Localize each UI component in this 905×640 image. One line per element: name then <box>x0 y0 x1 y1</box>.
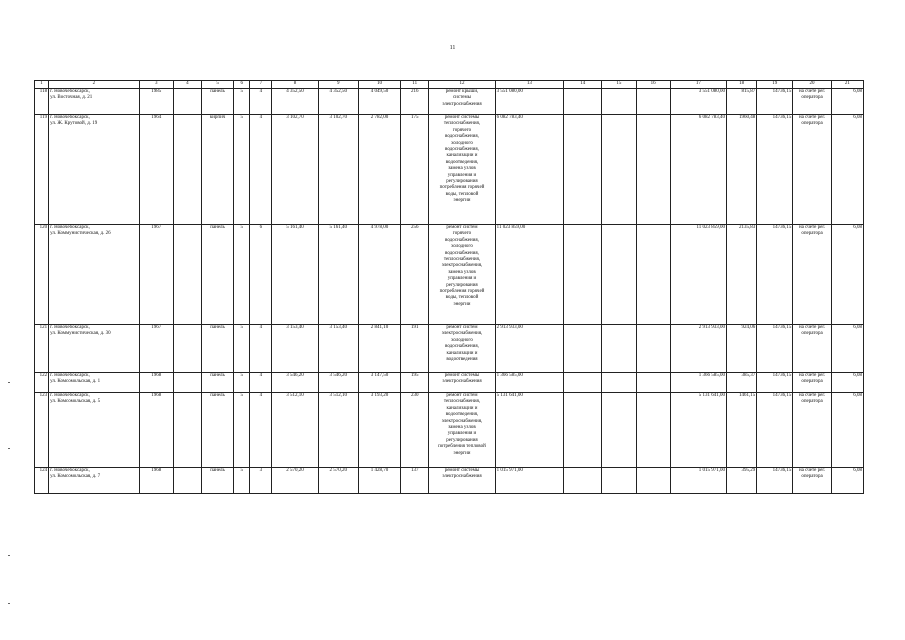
works-cell <box>429 89 495 115</box>
area-total-cell: 2 570,20 <box>272 468 318 494</box>
col20-cell <box>793 325 831 373</box>
col14-cell <box>564 393 602 468</box>
col18-cell: 924,06 <box>727 325 757 373</box>
column-number-1: 1 <box>35 81 49 89</box>
col17-cell: 11 023 859,00 <box>670 225 726 325</box>
col20-cell-line: оператора <box>801 379 823 385</box>
works-cell-line: регулирования <box>446 282 478 288</box>
works-cell-line: регулирования <box>446 179 478 185</box>
column-number-11: 11 <box>401 81 429 89</box>
area-res-cell: 3 147,50 <box>358 373 400 393</box>
works-cell-line: холодного <box>451 244 473 250</box>
works-cell-line: воды, тепловой <box>445 191 479 197</box>
residents-cell: 191 <box>401 325 429 373</box>
col21-cell: 6,08 <box>831 393 863 468</box>
col21-cell: 6,08 <box>831 373 863 393</box>
col14-cell <box>564 89 602 115</box>
col17-cell: 6 082 783,40 <box>670 115 726 225</box>
works-cell-line: канализации и <box>446 405 478 411</box>
floors-cell: 5 <box>234 468 250 494</box>
address-cell <box>49 225 140 325</box>
works-cell-line: электроснабжения, <box>441 418 483 424</box>
works-cell-line: горячего <box>452 231 472 237</box>
residents-cell: 175 <box>401 115 429 225</box>
table-row <box>35 373 864 393</box>
works-cell-line: водоснабжения, <box>445 237 479 243</box>
area-living-cell: 4 352,50 <box>318 89 358 115</box>
residents-cell: 195 <box>401 373 429 393</box>
col17-cell: 5 131 641,00 <box>670 393 726 468</box>
col20-cell-line: оператора <box>801 231 823 237</box>
col19-cell: 14736,15 <box>757 225 793 325</box>
col15-cell <box>602 468 636 494</box>
col4-cell <box>173 373 201 393</box>
works-cell-line: замена узлов <box>448 166 476 172</box>
col14-cell <box>564 115 602 225</box>
col21-cell: 6,08 <box>831 325 863 373</box>
address-cell-line: ул. Комсомольская, д. 1 <box>50 379 101 385</box>
column-number-9: 9 <box>318 81 358 89</box>
col16-cell <box>636 468 670 494</box>
works-cell-line: ремонт системы <box>444 468 480 473</box>
address-cell-line: ул. Ж. Крутовой, д. 19 <box>50 121 98 127</box>
col18-cell: 815,87 <box>727 89 757 115</box>
col20-cell-line: оператора <box>801 121 823 127</box>
column-number-13: 13 <box>495 81 563 89</box>
margin-mark <box>8 448 10 449</box>
col21-cell: 6,08 <box>831 89 863 115</box>
column-number-4: 4 <box>173 81 201 89</box>
works-cell-line: замена узлов <box>448 269 476 275</box>
material-cell: панель <box>201 325 233 373</box>
area-living-cell: 2 570,20 <box>318 468 358 494</box>
col16-cell <box>636 115 670 225</box>
entrances-cell: 6 <box>250 225 272 325</box>
row-number: 123 <box>35 393 49 468</box>
address-cell <box>49 89 140 115</box>
address-cell-line: г. Новочебоксарск, <box>50 115 90 120</box>
column-number-3: 3 <box>139 81 173 89</box>
table-row <box>35 115 864 225</box>
col4-cell <box>173 393 201 468</box>
address-cell-line: г. Новочебоксарск, <box>50 373 90 378</box>
works-cell-line: водоснабжения, <box>445 250 479 256</box>
area-res-cell: 2 782,00 <box>358 115 400 225</box>
residents-cell: 256 <box>401 225 429 325</box>
works-cell-line: водоотведения, <box>445 412 479 418</box>
area-res-cell: 4 049,50 <box>358 89 400 115</box>
works-cell-line: энергии <box>453 198 471 204</box>
works-cell-line: управления и <box>447 172 477 178</box>
col20-cell-line: оператора <box>801 95 823 101</box>
col19-cell: 14736,15 <box>757 89 793 115</box>
col21-cell: 6,08 <box>831 468 863 494</box>
col4-cell <box>173 468 201 494</box>
works-cell <box>429 325 495 373</box>
table-row <box>35 325 864 373</box>
col15-cell <box>602 373 636 393</box>
works-cell-line: канализации и <box>446 153 478 159</box>
table-row <box>35 393 864 468</box>
works-cell-line: теплоснабжения, <box>443 121 481 127</box>
address-cell-line: г. Новочебоксарск, <box>50 393 90 398</box>
residents-cell: 137 <box>401 468 429 494</box>
works-cell-line: управления и <box>447 276 477 282</box>
works-cell-line: управления и <box>447 431 477 437</box>
col16-cell <box>636 225 670 325</box>
works-cell-line: водоснабжения, <box>445 147 479 153</box>
column-number-18: 18 <box>727 81 757 89</box>
cost-cell: 5 131 641,00 <box>495 393 563 468</box>
year-cell: 1968 <box>139 373 173 393</box>
col4-cell <box>173 89 201 115</box>
works-cell-line: канализации и <box>446 350 478 356</box>
works-cell-line: системы <box>452 95 471 101</box>
entrances-cell: 4 <box>250 115 272 225</box>
year-cell: 1968 <box>139 393 173 468</box>
cost-cell: 3 551 080,00 <box>495 89 563 115</box>
works-cell-line: ремонт систем <box>446 325 478 330</box>
residents-cell: 216 <box>401 89 429 115</box>
page-number: 11 <box>449 45 456 51</box>
address-cell-line: г. Новочебоксарск, <box>50 325 90 330</box>
works-cell <box>429 373 495 393</box>
works-cell-line: электроснабжения <box>442 379 482 385</box>
floors-cell: 5 <box>234 325 250 373</box>
material-cell: панель <box>201 89 233 115</box>
year-cell: 1968 <box>139 468 173 494</box>
col20-cell-line: на счете рег. <box>798 89 826 94</box>
works-cell <box>429 468 495 494</box>
works-cell-line: электроснабжения <box>442 474 482 480</box>
col20-cell-line: на счете рег. <box>798 468 826 473</box>
col20-cell <box>793 115 831 225</box>
margin-mark <box>8 382 10 383</box>
cost-cell: 1 015 971,00 <box>495 468 563 494</box>
cost-cell: 1 366 585,00 <box>495 373 563 393</box>
works-cell-line: водоотведения, <box>445 159 479 165</box>
cost-cell: 6 082 783,40 <box>495 115 563 225</box>
address-cell-line: ул. Восточная, д. 21 <box>50 95 93 101</box>
works-cell-line: электроснабжения <box>442 101 482 107</box>
entrances-cell: 4 <box>250 325 272 373</box>
area-living-cell: 5 161,40 <box>318 225 358 325</box>
col20-cell-line: на счете рег. <box>798 325 826 330</box>
col20-cell <box>793 225 831 325</box>
col19-cell: 14736,15 <box>757 115 793 225</box>
column-number-14: 14 <box>564 81 602 89</box>
works-cell <box>429 115 495 225</box>
table-row <box>35 468 864 494</box>
works-cell-line: замена узлов <box>448 425 476 431</box>
works-cell-line: электроснабжения, <box>441 331 483 337</box>
address-cell <box>49 115 140 225</box>
address-cell <box>49 468 140 494</box>
works-cell-line: холодного <box>451 140 473 146</box>
col19-cell: 14736,15 <box>757 325 793 373</box>
col21-cell: 6,08 <box>831 115 863 225</box>
col15-cell <box>602 115 636 225</box>
column-number-10: 10 <box>358 81 400 89</box>
year-cell: 1985 <box>139 89 173 115</box>
works-cell-line: теплоснабжения, <box>443 399 481 405</box>
col17-cell: 3 551 080,00 <box>670 89 726 115</box>
works-cell-line: потребления горячей <box>439 185 485 191</box>
col15-cell <box>602 225 636 325</box>
area-res-cell: 2 841,10 <box>358 325 400 373</box>
material-cell: кирпич <box>201 115 233 225</box>
column-number-16: 16 <box>636 81 670 89</box>
works-cell-line: холодного <box>451 337 473 343</box>
column-number-12: 12 <box>429 81 495 89</box>
works-cell-line: ремонт крыши, <box>445 89 479 94</box>
col20-cell <box>793 468 831 494</box>
col20-cell <box>793 393 831 468</box>
column-number-15: 15 <box>602 81 636 89</box>
material-cell: панель <box>201 225 233 325</box>
col18-cell: 1461,15 <box>727 393 757 468</box>
area-total-cell: 3 512,10 <box>272 393 318 468</box>
col19-cell: 14736,15 <box>757 468 793 494</box>
column-number-5: 5 <box>201 81 233 89</box>
cost-cell: 11 023 859,00 <box>495 225 563 325</box>
area-total-cell: 3 153,40 <box>272 325 318 373</box>
floors-cell: 5 <box>234 393 250 468</box>
margin-mark <box>8 555 10 556</box>
address-cell-line: ул. Комсомольская, д. 5 <box>50 399 101 405</box>
area-total-cell: 5 161,40 <box>272 225 318 325</box>
row-number: 124 <box>35 468 49 494</box>
col19-cell: 14736,15 <box>757 373 793 393</box>
entrances-cell: 4 <box>250 393 272 468</box>
entrances-cell: 4 <box>250 373 272 393</box>
col20-cell-line: на счете рег. <box>798 373 826 378</box>
row-number: 119 <box>35 115 49 225</box>
address-cell-line: г. Новочебоксарск, <box>50 225 90 230</box>
col20-cell <box>793 373 831 393</box>
col20-cell-line: на счете рег. <box>798 115 826 120</box>
floors-cell: 5 <box>234 225 250 325</box>
address-cell-line: г. Новочебоксарск, <box>50 468 90 473</box>
col21-cell: 6,08 <box>831 225 863 325</box>
col4-cell <box>173 225 201 325</box>
col18-cell: 395,29 <box>727 468 757 494</box>
year-cell: 1967 <box>139 325 173 373</box>
col15-cell <box>602 393 636 468</box>
column-number-20: 20 <box>793 81 831 89</box>
area-total-cell: 3 546,20 <box>272 373 318 393</box>
table-row <box>35 89 864 115</box>
area-living-cell: 3 546,20 <box>318 373 358 393</box>
col18-cell: 1960,48 <box>727 115 757 225</box>
entrances-cell: 3 <box>250 468 272 494</box>
works-cell-line: воды, тепловой <box>445 295 479 301</box>
column-number-17: 17 <box>670 81 726 89</box>
works-cell-line: энергии <box>453 450 471 456</box>
col14-cell <box>564 325 602 373</box>
column-number-2: 2 <box>49 81 140 89</box>
col16-cell <box>636 373 670 393</box>
works-cell-line: электроснабжения, <box>441 263 483 269</box>
col16-cell <box>636 325 670 373</box>
works-cell-line: ремонт системы <box>444 373 480 378</box>
row-number: 120 <box>35 225 49 325</box>
works-cell <box>429 393 495 468</box>
material-cell: панель <box>201 393 233 468</box>
area-total-cell: 3 102,70 <box>272 115 318 225</box>
col17-cell: 1 015 971,00 <box>670 468 726 494</box>
area-living-cell: 3 512,10 <box>318 393 358 468</box>
floors-cell: 5 <box>234 373 250 393</box>
col20-cell-line: оператора <box>801 331 823 337</box>
works-cell-line: потребления горячей <box>439 289 485 295</box>
col16-cell <box>636 89 670 115</box>
margin-mark <box>8 603 10 604</box>
col14-cell <box>564 468 602 494</box>
col16-cell <box>636 393 670 468</box>
works-cell-line: ремонт систем <box>446 225 478 230</box>
col20-cell-line: оператора <box>801 474 823 480</box>
row-number: 122 <box>35 373 49 393</box>
material-cell: панель <box>201 468 233 494</box>
column-number-6: 6 <box>234 81 250 89</box>
col17-cell: 1 366 585,00 <box>670 373 726 393</box>
floors-cell: 5 <box>234 115 250 225</box>
col15-cell <box>602 325 636 373</box>
area-res-cell: 1 428,70 <box>358 468 400 494</box>
address-cell <box>49 393 140 468</box>
works-cell-line: ремонт системы <box>444 115 480 120</box>
col15-cell <box>602 89 636 115</box>
area-living-cell: 3 153,40 <box>318 325 358 373</box>
address-cell <box>49 373 140 393</box>
housing-repair-table <box>34 80 864 494</box>
area-total-cell: 4 352,50 <box>272 89 318 115</box>
cost-cell: 2 913 933,00 <box>495 325 563 373</box>
works-cell-line: потребления тепловой <box>438 444 486 450</box>
row-number: 121 <box>35 325 49 373</box>
works-cell-line: горячего <box>452 127 472 133</box>
floors-cell: 5 <box>234 89 250 115</box>
works-cell-line: водоснабжения, <box>445 344 479 350</box>
col14-cell <box>564 225 602 325</box>
col18-cell: 2135,83 <box>727 225 757 325</box>
col20-cell-line: на счете рег. <box>798 225 826 230</box>
address-cell-line: ул. Коммунистическая, д. 26 <box>50 231 111 237</box>
works-cell-line: теплоснабжения, <box>443 257 481 263</box>
column-number-19: 19 <box>757 81 793 89</box>
table-body <box>35 89 864 494</box>
row-number: 118 <box>35 89 49 115</box>
works-cell <box>429 225 495 325</box>
col4-cell <box>173 325 201 373</box>
column-number-21: 21 <box>831 81 863 89</box>
col20-cell-line: на счете рег. <box>798 393 826 398</box>
entrances-cell: 4 <box>250 89 272 115</box>
works-cell-line: энергии <box>453 301 471 307</box>
table-row <box>35 225 864 325</box>
col19-cell: 14736,15 <box>757 393 793 468</box>
column-number-row <box>35 81 864 89</box>
col17-cell: 2 913 933,00 <box>670 325 726 373</box>
year-cell: 1967 <box>139 225 173 325</box>
address-cell-line: ул. Комсомольская, д. 7 <box>50 474 101 480</box>
works-cell-line: регулирования <box>446 437 478 443</box>
column-number-7: 7 <box>250 81 272 89</box>
address-cell-line: ул. Коммунистическая, д. 30 <box>50 331 111 337</box>
material-cell: панель <box>201 373 233 393</box>
works-cell-line: водоснабжения, <box>445 134 479 140</box>
col14-cell <box>564 373 602 393</box>
address-cell-line: г. Новочебоксарск, <box>50 89 90 94</box>
area-res-cell: 3 193,20 <box>358 393 400 468</box>
works-cell-line: водоотведения <box>446 357 478 363</box>
col18-cell: 385,37 <box>727 373 757 393</box>
col20-cell-line: оператора <box>801 399 823 405</box>
area-res-cell: 4 978,00 <box>358 225 400 325</box>
area-living-cell: 3 102,70 <box>318 115 358 225</box>
works-cell-line: ремонт систем <box>446 393 478 398</box>
column-number-8: 8 <box>272 81 318 89</box>
col4-cell <box>173 115 201 225</box>
address-cell <box>49 325 140 373</box>
year-cell: 1964 <box>139 115 173 225</box>
col20-cell <box>793 89 831 115</box>
residents-cell: 230 <box>401 393 429 468</box>
